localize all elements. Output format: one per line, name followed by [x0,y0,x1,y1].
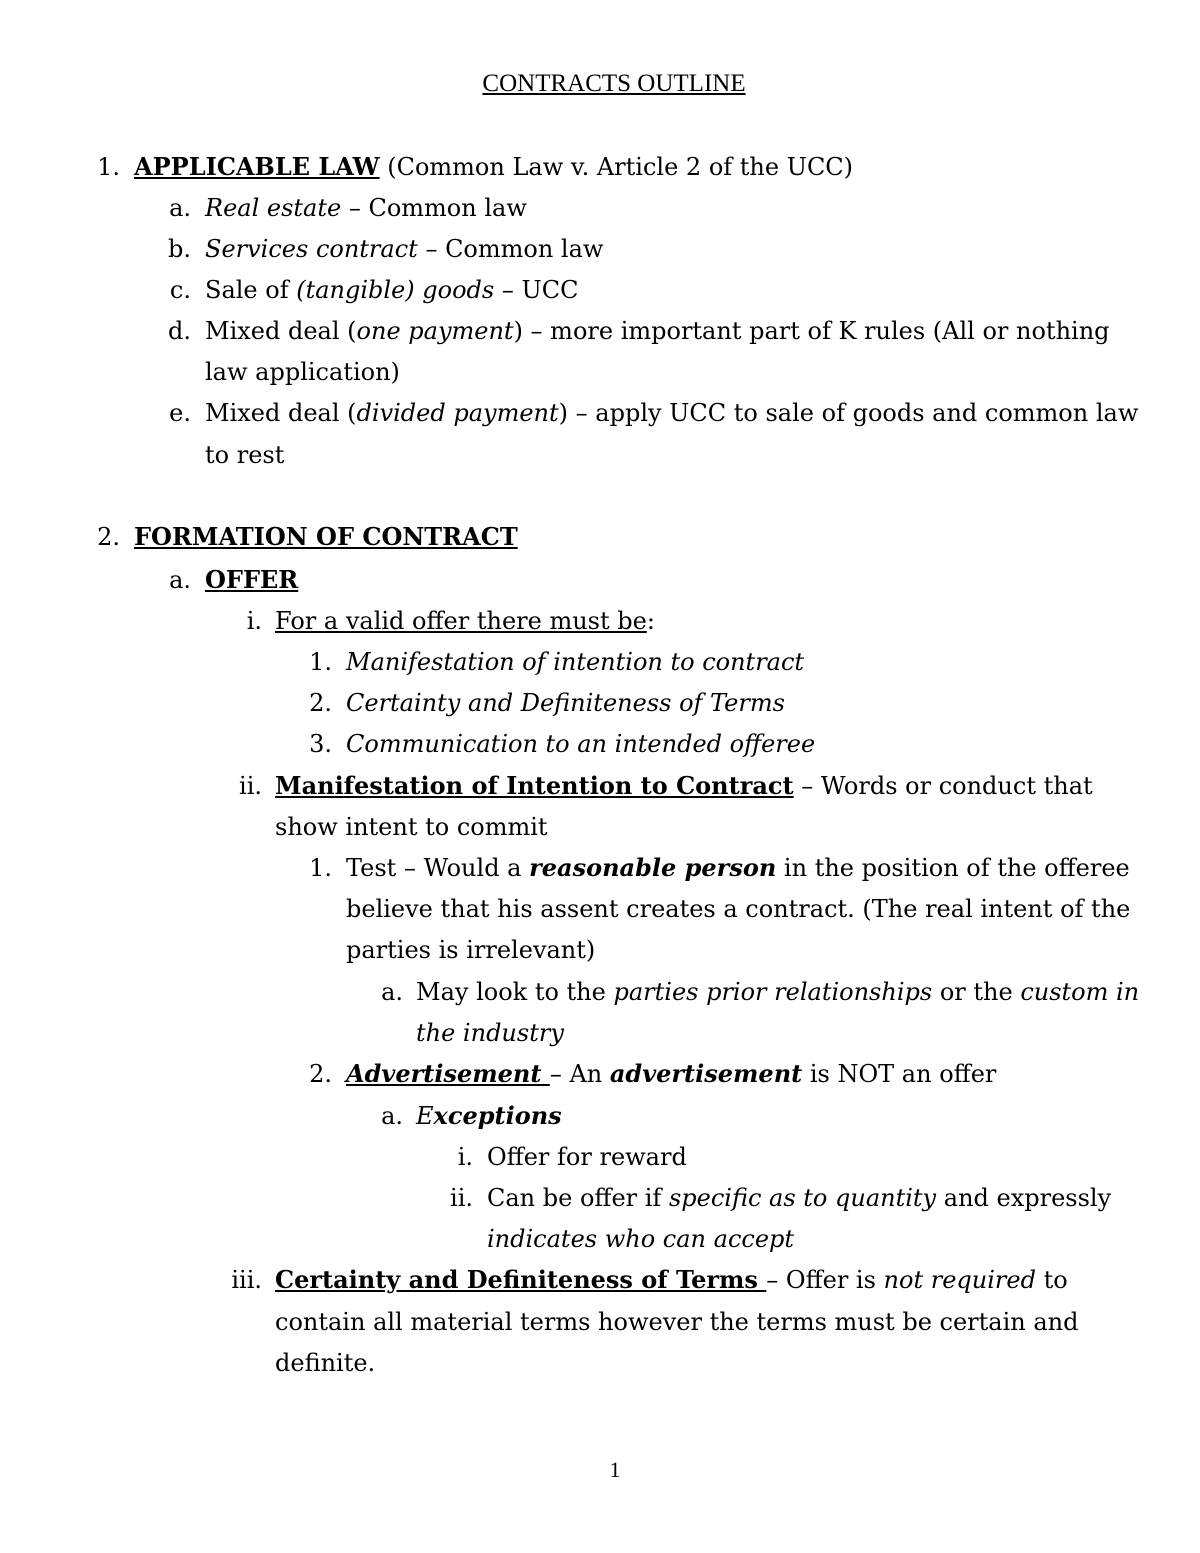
subsection-heading: OFFER [205,565,299,594]
document-page: CONTRACTS OUTLINE 1. APPLICABLE LAW (Common Law v. Article 2 of the UCC) a. Real estate – Common law b. Services contract – Common law c. Sale of (tangible) goods – UCC d. Mixed deal (one payment) – more important part of K rules (All or nothing law application) e. Mixed deal (divided payment) – apply UCC to sale of goods and common law to rest 2. FORMATION OF CONTRACT a. OFFER i. For a valid offer there must be: 1. Manifestation of intention to contract 2. Certainty and Definiteness of Terms 3. Communication to an intended offeree ii. Manifestation of Intention to Contract – Words or conduct that show intent to commit 1. Test – Would a reasonable person in the position of the offeree believe that his assent creates a contract. (The real intent of the parties is irrelevant) a. May look to the parties prior relationships or the custom in the industry 2. Advertisement – An advertisement is NOT an offer a. Exceptions i. Offer for reward ii. Can be offer if specific as to quantity and expressly indicates who can accept iii. Certainty and Definiteness of Terms – Offer is not required to contain all material terms however the terms must be certain and definite. 1 [0,0,1200,1553]
page-number: 1 [609,1457,621,1482]
section-heading: APPLICABLE LAW [134,152,380,181]
list-marker: 1. [97,153,120,181]
list-marker: 2. [97,523,120,551]
document-title: CONTRACTS OUTLINE [482,70,746,97]
section-heading: FORMATION OF CONTRACT [134,522,518,551]
